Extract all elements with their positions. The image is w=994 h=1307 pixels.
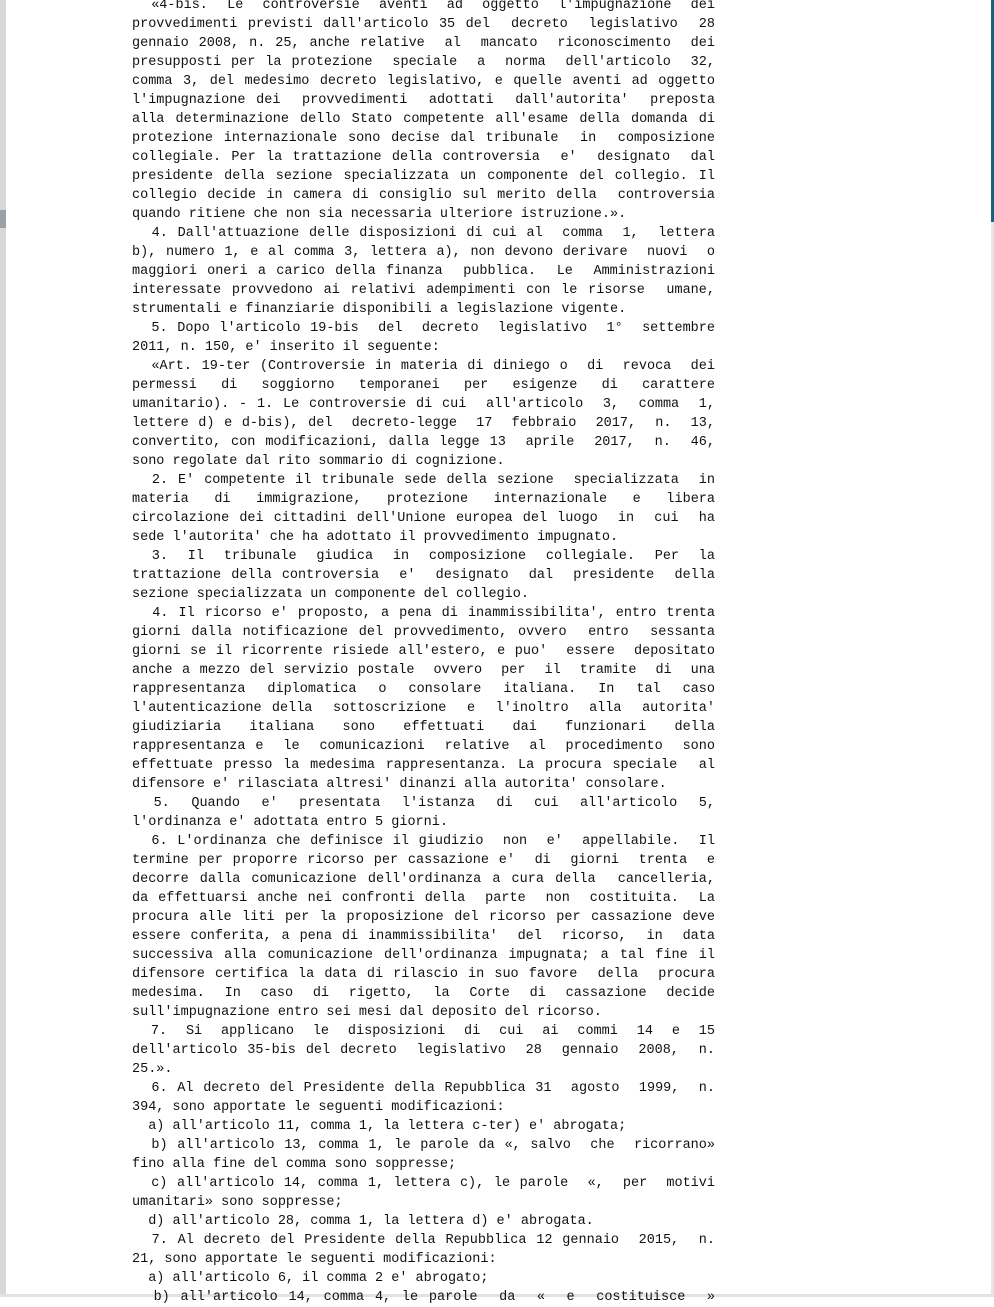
text-line: protezione internazionale sono decise dal tribunale in composizione [132, 131, 715, 146]
text-line: lettere d) e d-bis), del decreto-legge 17 febbraio 2017, n. 13, [132, 416, 715, 431]
text-line: materia di immigrazione, protezione internazionale e libera [132, 492, 715, 507]
text-line: collegio decide in camera di consiglio sul merito della controversia [132, 188, 715, 203]
text-line: l'impugnazione dei provvedimenti adottati dall'autorita' preposta [132, 93, 715, 108]
text-line: trattazione della controversia e' designato dal presidente della [132, 568, 715, 583]
text-line: maggiori oneri a carico della finanza pubblica. Le Amministrazioni [132, 264, 715, 279]
text-line: provvedimenti previsti dall'articolo 35 del decreto legislativo 28 [132, 17, 715, 32]
text-line: collegiale. Per la trattazione della controversia e' designato dal [132, 150, 715, 165]
text-line: umanitari» sono soppresse; [132, 1195, 343, 1210]
text-line: l'ordinanza e' adottata entro 5 giorni. [132, 815, 448, 830]
text-line: rappresentanza e le comunicazioni relative al procedimento sono [132, 739, 715, 754]
text-line: umanitario). - 1. Le controversie di cui all'articolo 3, comma 1, [132, 397, 715, 412]
text-line: difensore e' rilasciata altresi' dinanzi alla autorita' consolare. [132, 777, 667, 792]
text-line: medesima. In caso di rigetto, la Corte di cassazione decide [132, 986, 715, 1001]
text-line: circolazione dei cittadini dell'Unione europea del luogo in cui ha [132, 511, 715, 526]
text-line: anche a mezzo del servizio postale ovvero per il tramite di una [132, 663, 715, 678]
text-line: alla determinazione dello Stato competente all'esame della domanda di [132, 112, 715, 127]
text-line: sull'impugnazione entro sei mesi dal deposito del ricorso. [132, 1005, 602, 1020]
text-line: dell'articolo 35-bis del decreto legislativo 28 gennaio 2008, n. [132, 1043, 715, 1058]
text-line: rappresentanza diplomatica o consolare italiana. In tal caso [132, 682, 715, 697]
text-line: 21, sono apportate le seguenti modificazioni: [132, 1252, 497, 1267]
text-line: 4. Dall'attuazione delle disposizioni di cui al comma 1, lettera [132, 226, 715, 241]
text-line: b) all'articolo 13, comma 1, le parole da «, salvo che ricorrano» [132, 1138, 715, 1153]
text-line: fino alla fine del comma sono soppresse; [132, 1157, 457, 1172]
text-line: da effettuarsi anche nei confronti della parte non costituita. La [132, 891, 715, 906]
text-line: 2011, n. 150, e' inserito il seguente: [132, 340, 440, 355]
text-line: convertito, con modificazioni, dalla legge 13 aprile 2017, n. 46, [132, 435, 715, 450]
text-line: giudiziaria italiana sono effettuati dai funzionari della [132, 720, 715, 735]
text-line: c) all'articolo 14, comma 1, lettera c), le parole «, per motivi [132, 1176, 715, 1191]
text-line: difensore certifica la data di rilascio in suo favore della procura [132, 967, 715, 982]
text-line: 2. E' competente il tribunale sede della sezione specializzata in [132, 473, 715, 488]
text-line: 5. Dopo l'articolo 19-bis del decreto legislativo 1° settembre [132, 321, 715, 336]
text-line: a) all'articolo 11, comma 1, la lettera c-ter) e' abrogata; [132, 1119, 627, 1134]
text-line: gennaio 2008, n. 25, anche relative al mancato riconoscimento dei [132, 36, 715, 51]
text-line: 6. Al decreto del Presidente della Repubblica 31 agosto 1999, n. [132, 1081, 715, 1096]
text-line: interessate provvedono ai relativi adempimenti con le risorse umane, [132, 283, 715, 298]
document-text-body [132, 0, 715, 1307]
text-line: effettuate presso la medesima rappresentanza. La procura speciale al [132, 758, 715, 773]
text-line: successiva alla comunicazione dell'ordinanza impugnata; a tal fine il [132, 948, 715, 963]
text-line: l'autenticazione della sottoscrizione e l'inoltro alla autorita' [132, 701, 715, 716]
text-line: «Art. 19-ter (Controversie in materia di diniego o di revoca dei [132, 359, 715, 374]
text-line: presupposti per la protezione speciale a norma dell'articolo 32, [132, 55, 715, 70]
text-line: comma 3, del medesimo decreto legislativo, e quelle aventi ad oggetto [132, 74, 715, 89]
text-line: 4. Il ricorso e' proposto, a pena di inammissibilita', entro trenta [132, 606, 715, 621]
left-window-edge [0, 0, 6, 1297]
text-line: sono regolate dal rito sommario di cognizione. [132, 454, 505, 469]
text-line: procura alle liti per la proposizione del ricorso per cassazione deve [132, 910, 715, 925]
text-line: sezione specializzata un componente del collegio. [132, 587, 529, 602]
text-line: b) all'articolo 14, comma 4, le parole da « e costituisce » [132, 1290, 715, 1305]
text-line: decorre dalla comunicazione dell'ordinanza a cura della cancelleria, [132, 872, 715, 887]
text-line: presidente della sezione specializzata un componente del collegio. Il [132, 169, 715, 184]
text-line: 5. Quando e' presentata l'istanza di cui all'articolo 5, [132, 796, 715, 811]
left-edge-marker [0, 210, 6, 228]
text-line: 6. L'ordinanza che definisce il giudizio non e' appellabile. Il [132, 834, 715, 849]
text-line: «4-bis. Le controversie aventi ad oggetto l'impugnazione dei [132, 0, 715, 13]
text-line: essere conferita, a pena di inammissibilita' del ricorso, in data [132, 929, 715, 944]
text-line: 7. Al decreto del Presidente della Repubblica 12 gennaio 2015, n. [132, 1233, 715, 1248]
text-line: 25.». [132, 1062, 173, 1077]
text-line: a) all'articolo 6, il comma 2 e' abrogato; [132, 1271, 489, 1286]
text-line: giorni se il ricorrente risiede all'estero, e puo' essere depositato [132, 644, 715, 659]
text-line: strumentali e finanziarie disponibili a legislazione vigente. [132, 302, 627, 317]
text-line: quando ritiene che non sia necessaria ulteriore istruzione.». [132, 207, 627, 222]
text-line: 7. Si applicano le disposizioni di cui ai commi 14 e 15 [132, 1024, 715, 1039]
text-line: sede l'autorita' che ha adottato il provvedimento impugnato. [132, 530, 619, 545]
text-line: b), numero 1, e al comma 3, lettera a), non devono derivare nuovi o [132, 245, 715, 260]
text-line: giorni dalla notificazione del provvedimento, ovvero entro sessanta [132, 625, 715, 640]
text-line: 394, sono apportate le seguenti modificazioni: [132, 1100, 505, 1115]
text-line: permessi di soggiorno temporanei per esigenze di carattere [132, 378, 715, 393]
text-line: 3. Il tribunale giudica in composizione collegiale. Per la [132, 549, 715, 564]
text-line: termine per proporre ricorso per cassazione e' di giorni trenta e [132, 853, 715, 868]
text-line: d) all'articolo 28, comma 1, la lettera d) e' abrogata. [132, 1214, 594, 1229]
